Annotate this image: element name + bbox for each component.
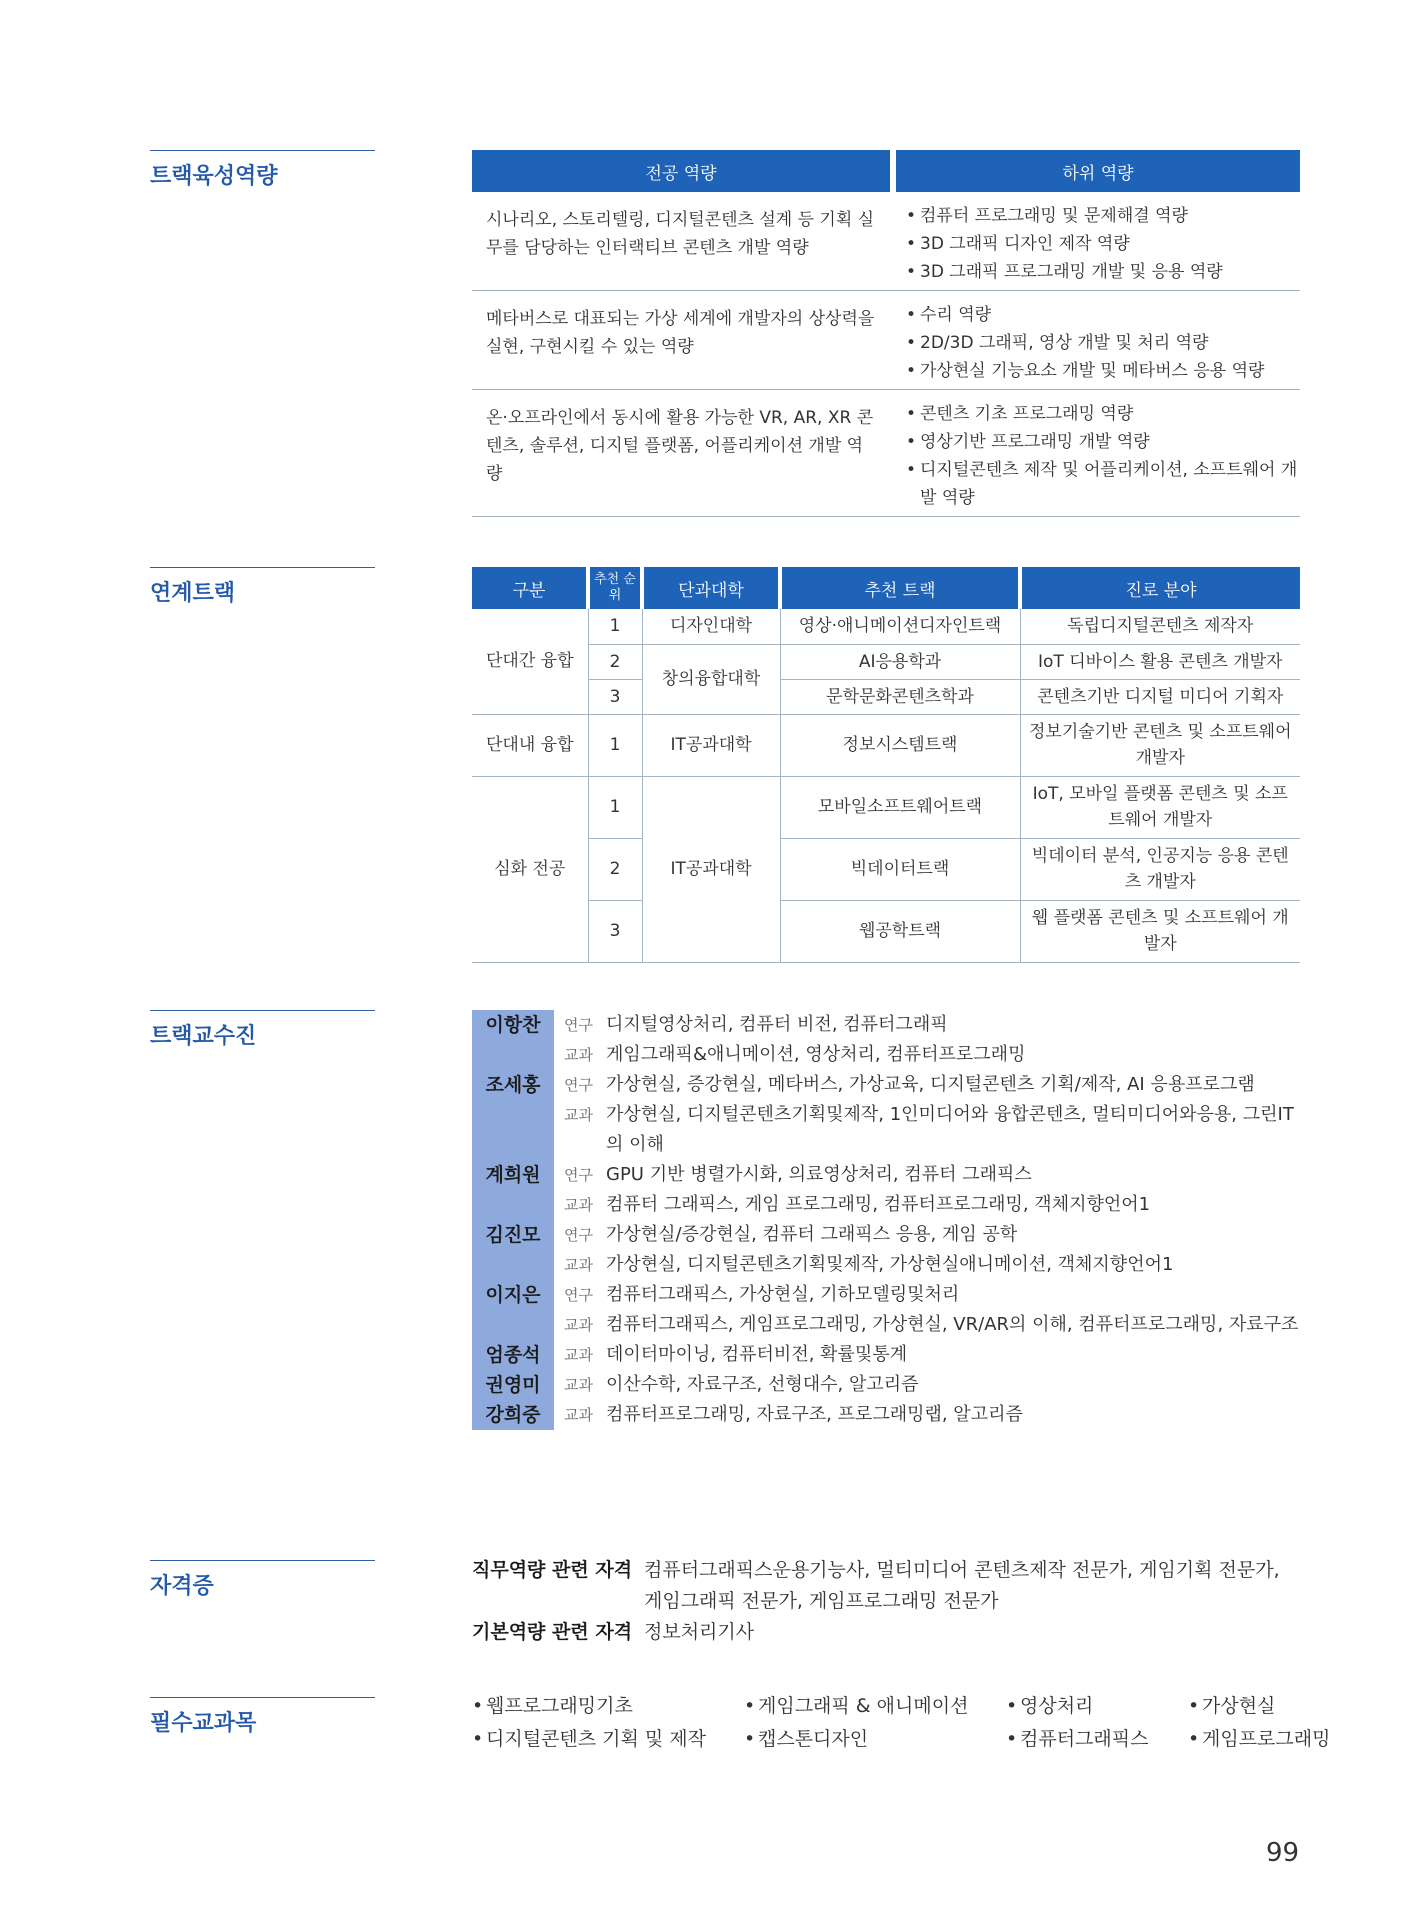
track-cell: 영상·애니메이션디자인트랙	[780, 609, 1020, 644]
career-cell: 독립디지털콘텐츠 제작자	[1020, 609, 1300, 644]
courses: 컴퓨터 그래픽스, 게임 프로그래밍, 컴퓨터프로그래밍, 객체지향언어1	[606, 1194, 1151, 1215]
sub-competency-list	[896, 192, 1300, 290]
course-item: • 웹프로그래밍기초	[472, 1690, 744, 1723]
research-areas: 가상현실/증강현실, 컴퓨터 그래픽스 응용, 게임 공학	[606, 1224, 1018, 1245]
faculty-name: 이지은	[472, 1280, 554, 1340]
rank-cell: 3	[588, 900, 642, 962]
competency-table	[472, 150, 1300, 517]
required-courses	[472, 1690, 1331, 1756]
faculty-item	[472, 1280, 1322, 1340]
competency-row	[472, 192, 1300, 291]
faculty-item	[472, 1070, 1322, 1160]
course-tag: 교과	[564, 1046, 593, 1064]
course-tag: 교과	[564, 1256, 593, 1274]
table-header-row	[472, 567, 1300, 609]
course-item: • 캡스톤디자인	[744, 1723, 1006, 1756]
competency-row	[472, 390, 1300, 517]
faculty-item	[472, 1010, 1322, 1070]
course-row	[472, 1690, 1312, 1723]
career-cell: 정보기술기반 콘텐츠 및 소프트웨어 개발자	[1020, 714, 1300, 776]
group-cell: 단대내 융합	[472, 714, 588, 776]
research-areas: 컴퓨터그래픽스, 가상현실, 기하모델링및처리	[606, 1284, 960, 1305]
courses: 데이터마이닝, 컴퓨터비전, 확률및통계	[606, 1344, 908, 1365]
research-tag: 연구	[564, 1226, 593, 1244]
rank-cell: 1	[588, 609, 642, 644]
research-areas: 디지털영상처리, 컴퓨터 비전, 컴퓨터그래픽	[606, 1014, 948, 1035]
certificate-label: 직무역량 관련 자격	[472, 1559, 633, 1581]
research-areas: GPU 기반 병렬가시화, 의료영상처리, 컴퓨터 그래픽스	[606, 1164, 1032, 1185]
courses: 가상현실, 디지털콘텐츠기획및제작, 1인미디어와 융합콘텐츠, 멀티미디어와응용, 그린IT의 이해	[606, 1104, 1294, 1155]
rank-cell: 3	[588, 679, 642, 714]
faculty-name: 조세홍	[472, 1070, 554, 1160]
course-tag: 교과	[564, 1106, 593, 1124]
sub-competency-item: • 2D/3D 그래픽, 영상 개발 및 처리 역량	[906, 329, 1300, 357]
faculty-list	[472, 1010, 1322, 1430]
sub-competency-item: • 가상현실 기능요소 개발 및 메타버스 응용 역량	[906, 357, 1300, 385]
header-major-competency: 전공 역량	[472, 150, 890, 192]
certificates-list	[472, 1555, 1312, 1648]
certificate-value: 정보처리기사	[644, 1621, 755, 1643]
track-cell: 빅데이터트랙	[780, 838, 1020, 900]
track-cell: 모바일소프트웨어트랙	[780, 776, 1020, 838]
header-track: 추천 트랙	[780, 567, 1020, 609]
section-title-competency: 트랙육성역량	[150, 150, 375, 190]
section-title-required-courses: 필수교과목	[150, 1697, 375, 1737]
research-areas: 가상현실, 증강현실, 메타버스, 가상교육, 디지털콘텐츠 기획/제작, AI 응용프로그램	[606, 1074, 1255, 1095]
table-row	[472, 838, 1300, 900]
career-cell: 웹 플랫폼 콘텐츠 및 소프트웨어 개발자	[1020, 900, 1300, 962]
courses: 이산수학, 자료구조, 선형대수, 알고리즘	[606, 1374, 919, 1395]
faculty-item	[472, 1340, 1322, 1370]
certificate-label: 기본역량 관련 자격	[472, 1621, 633, 1643]
career-cell: 콘텐츠기반 디지털 미디어 기획자	[1020, 679, 1300, 714]
major-competency: 온·오프라인에서 동시에 활용 가능한 VR, AR, XR 콘텐츠, 솔루션, 디지털 플랫폼, 어플리케이션 개발 역량	[486, 408, 874, 484]
header-rank: 추천 순위	[588, 567, 642, 609]
research-tag: 연구	[564, 1076, 593, 1094]
header-group: 구분	[472, 567, 588, 609]
sub-competency-item: • 영상기반 프로그래밍 개발 역량	[906, 428, 1300, 456]
course-row	[472, 1723, 1331, 1756]
faculty-name: 엄종석	[472, 1340, 554, 1370]
course-item: • 영상처리	[1006, 1690, 1188, 1723]
certificate-value: 컴퓨터그래픽스운용기능사, 멀티미디어 콘텐츠제작 전문가, 게임기획 전문가, 게임그래픽 전문가, 게임프로그래밍 전문가	[644, 1559, 1280, 1612]
rank-cell: 1	[588, 776, 642, 838]
courses: 게임그래픽&애니메이션, 영상처리, 컴퓨터프로그래밍	[606, 1044, 1026, 1065]
faculty-name: 김진모	[472, 1220, 554, 1280]
faculty-name: 강희중	[472, 1400, 554, 1430]
college-cell: IT공과대학	[642, 776, 780, 962]
rank-cell: 2	[588, 644, 642, 679]
course-item: • 가상현실	[1188, 1690, 1362, 1723]
competency-row	[472, 291, 1300, 390]
table-row	[472, 609, 1300, 644]
table-row	[472, 679, 1300, 714]
faculty-item	[472, 1400, 1322, 1430]
group-cell: 단대간 융합	[472, 609, 588, 714]
certificate-row	[472, 1617, 1312, 1648]
sub-competency-item: • 콘텐츠 기초 프로그래밍 역량	[906, 400, 1300, 428]
table-row	[472, 644, 1300, 679]
faculty-name: 권영미	[472, 1370, 554, 1400]
sub-competency-item: • 수리 역량	[906, 301, 1300, 329]
table-row	[472, 776, 1300, 838]
faculty-item	[472, 1220, 1322, 1280]
courses: 컴퓨터프로그래밍, 자료구조, 프로그래밍랩, 알고리즘	[606, 1404, 1023, 1425]
table-row	[472, 714, 1300, 776]
track-cell: 문학문화콘텐츠학과	[780, 679, 1020, 714]
sub-competency-item: • 3D 그래픽 프로그래밍 개발 및 응용 역량	[906, 258, 1300, 286]
course-tag: 교과	[564, 1376, 593, 1394]
faculty-item	[472, 1370, 1322, 1400]
sub-competency-item: • 컴퓨터 프로그래밍 및 문제해결 역량	[906, 202, 1300, 230]
header-college: 단과대학	[642, 567, 780, 609]
course-item: • 게임그래픽 & 애니메이션	[744, 1690, 1006, 1723]
sub-competency-item: • 3D 그래픽 디자인 제작 역량	[906, 230, 1300, 258]
course-item: • 게임프로그래밍	[1188, 1723, 1362, 1756]
college-cell: IT공과대학	[642, 714, 780, 776]
courses: 가상현실, 디지털콘텐츠기획및제작, 가상현실애니메이션, 객체지향언어1	[606, 1254, 1174, 1275]
sub-competency-item: • 디지털콘텐츠 제작 및 어플리케이션, 소프트웨어 개발 역량	[906, 456, 1300, 512]
career-cell: IoT 디바이스 활용 콘텐츠 개발자	[1020, 644, 1300, 679]
linked-track-table	[472, 567, 1300, 963]
college-cell: 창의융합대학	[642, 644, 780, 714]
sub-competency-list	[896, 390, 1300, 516]
faculty-name: 이항찬	[472, 1010, 554, 1070]
track-cell: AI응용학과	[780, 644, 1020, 679]
course-tag: 교과	[564, 1406, 593, 1424]
research-tag: 연구	[564, 1166, 593, 1184]
career-cell: 빅데이터 분석, 인공지능 응용 콘텐츠 개발자	[1020, 838, 1300, 900]
college-cell: 디자인대학	[642, 609, 780, 644]
major-competency: 시나리오, 스토리텔링, 디지털콘텐츠 설계 등 기획 실무를 담당하는 인터랙티브 콘텐츠 개발 역량	[486, 210, 875, 258]
header-sub-competency: 하위 역량	[896, 150, 1300, 192]
course-item: • 디지털콘텐츠 기획 및 제작	[472, 1723, 744, 1756]
section-title-certificates: 자격증	[150, 1560, 375, 1600]
page-number: 99	[1266, 1838, 1300, 1868]
course-tag: 교과	[564, 1316, 593, 1334]
course-tag: 교과	[564, 1196, 593, 1214]
table-row	[472, 900, 1300, 962]
certificate-row	[472, 1555, 1312, 1617]
rank-cell: 1	[588, 714, 642, 776]
section-title-faculty: 트랙교수진	[150, 1010, 375, 1050]
sub-competency-list	[896, 291, 1300, 389]
section-title-linked-track: 연계트랙	[150, 567, 375, 607]
research-tag: 연구	[564, 1016, 593, 1034]
track-cell: 웹공학트랙	[780, 900, 1020, 962]
track-cell: 정보시스템트랙	[780, 714, 1020, 776]
course-item: • 컴퓨터그래픽스	[1006, 1723, 1188, 1756]
group-cell: 심화 전공	[472, 776, 588, 962]
faculty-name: 계희원	[472, 1160, 554, 1220]
rank-cell: 2	[588, 838, 642, 900]
major-competency: 메타버스로 대표되는 가상 세계에 개발자의 상상력을 실현, 구현시킬 수 있는 역량	[486, 309, 875, 357]
research-tag: 연구	[564, 1286, 593, 1304]
career-cell: IoT, 모바일 플랫폼 콘텐츠 및 소프트웨어 개발자	[1020, 776, 1300, 838]
header-career: 진로 분야	[1020, 567, 1300, 609]
faculty-item	[472, 1160, 1322, 1220]
courses: 컴퓨터그래픽스, 게임프로그래밍, 가상현실, VR/AR의 이해, 컴퓨터프로그래밍, 자료구조	[606, 1314, 1299, 1335]
course-tag: 교과	[564, 1346, 593, 1364]
